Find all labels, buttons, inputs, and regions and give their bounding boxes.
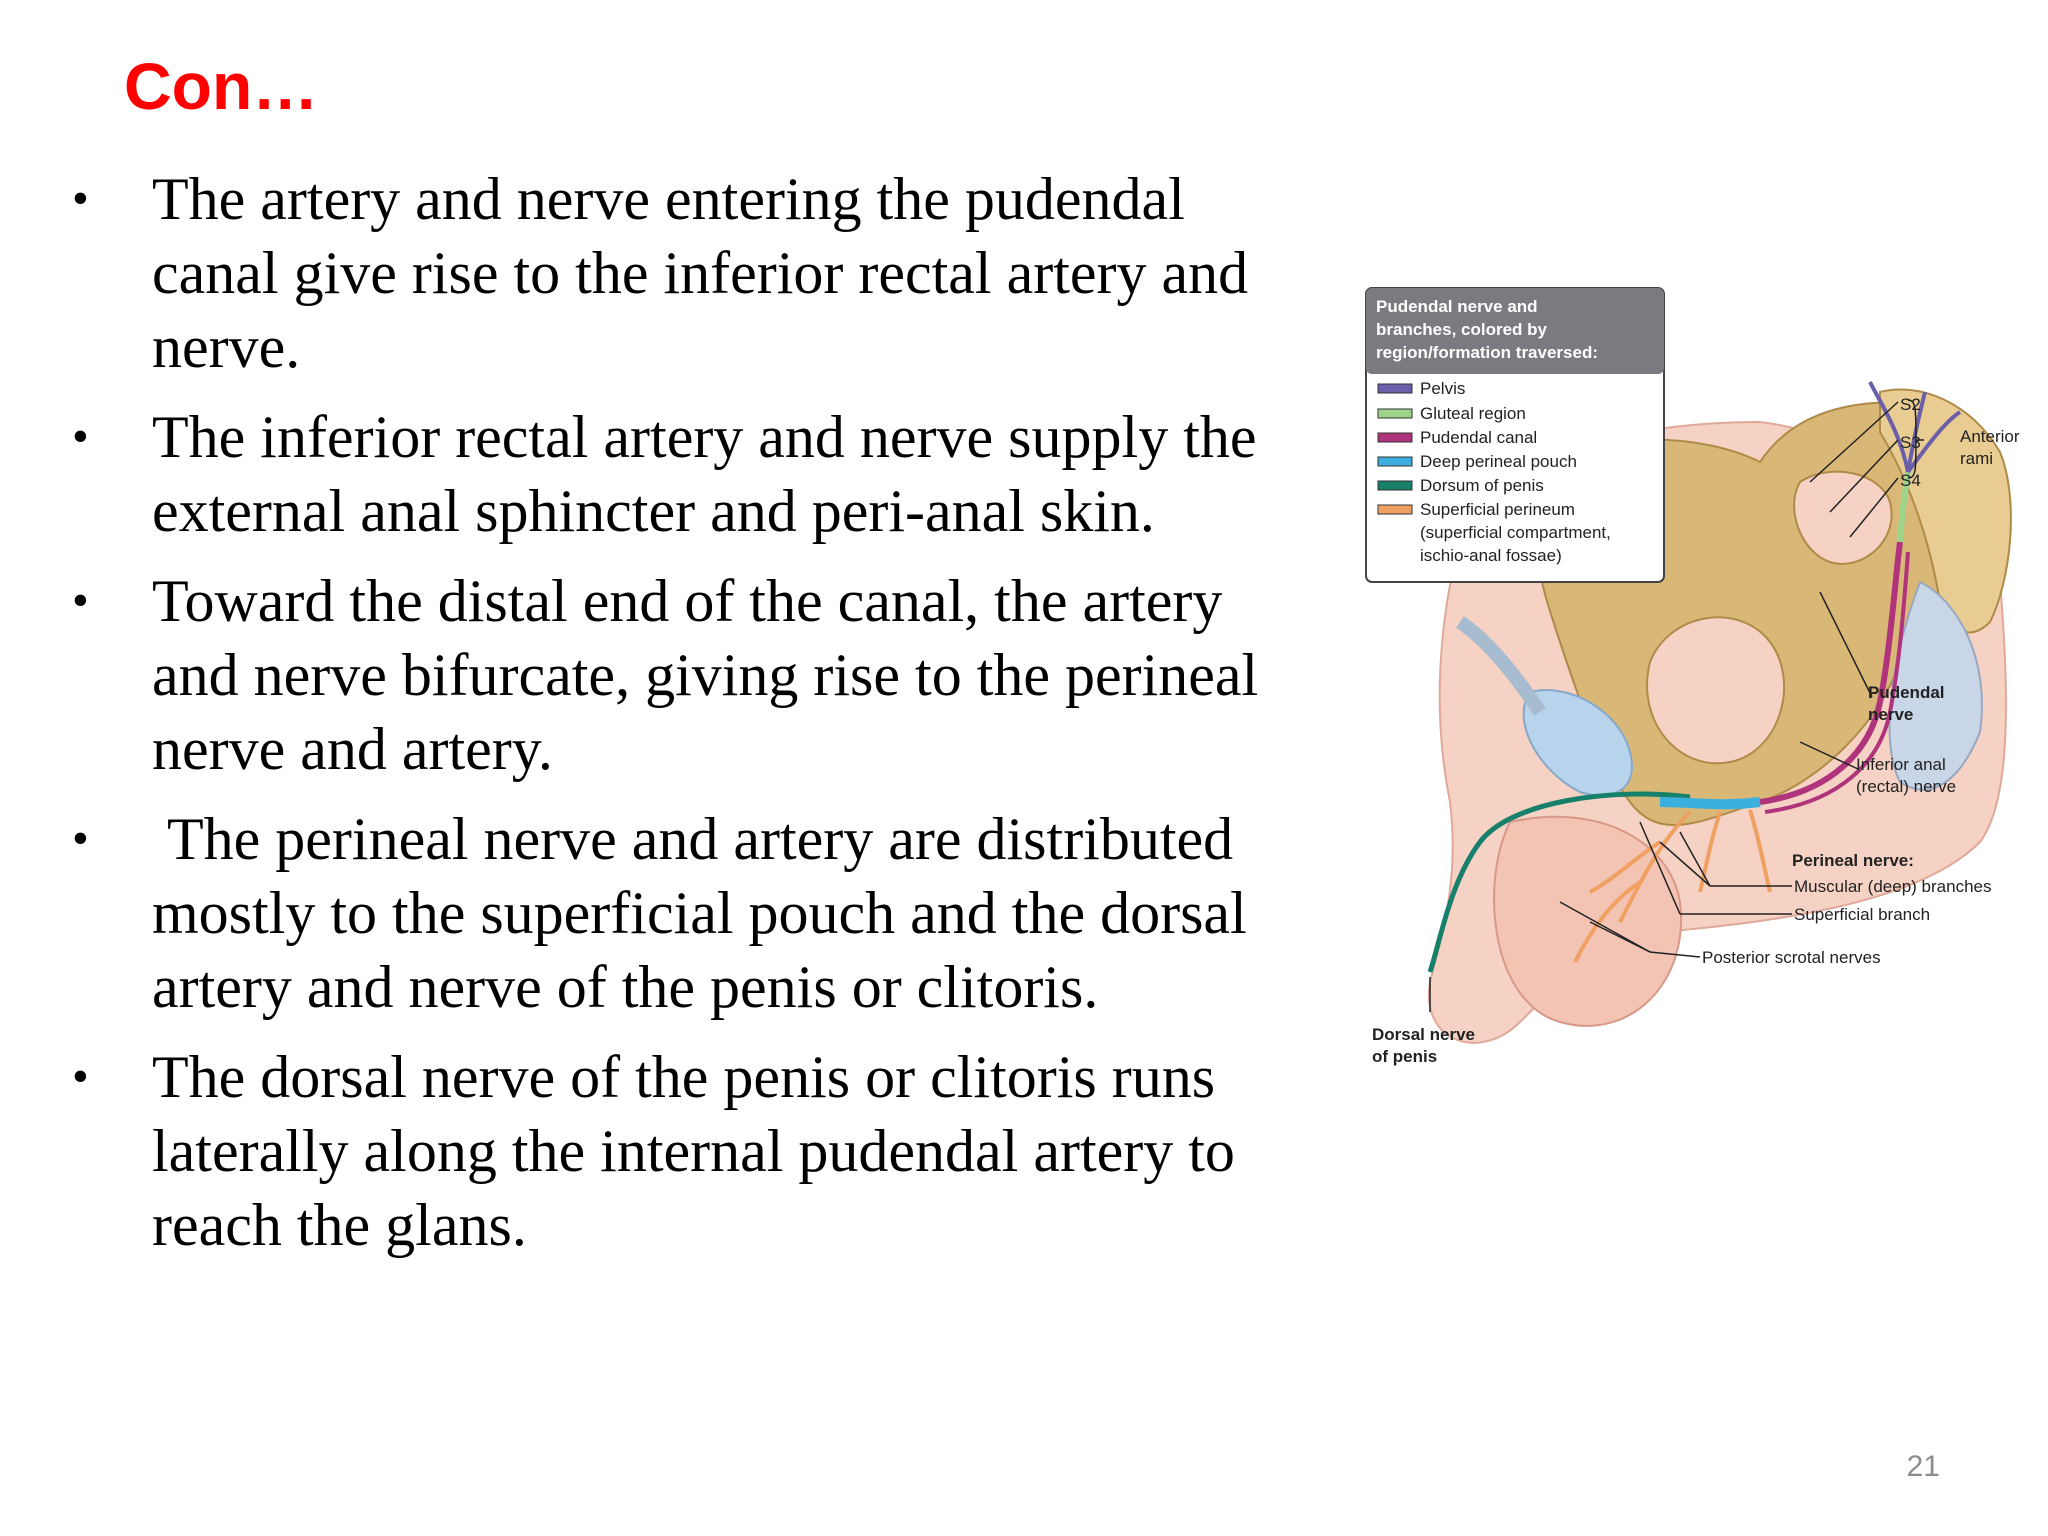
label-pudendal-nerve: nerve (1868, 705, 1914, 724)
anatomy-figure (1360, 282, 2040, 1082)
legend-swatch-superficial (1378, 505, 1412, 514)
label-dorsal-nerve: Dorsal nerve (1372, 1025, 1475, 1044)
bullet-item (66, 162, 1316, 384)
legend-label: Deep perineal pouch (1420, 452, 1577, 471)
obturator-foramen (1647, 617, 1784, 763)
label-s4: S4 (1900, 471, 1921, 490)
label-anterior-rami: rami (1960, 449, 1994, 468)
label-posterior-scrotal-nerves: Posterior scrotal nerves (1702, 948, 1881, 967)
legend-swatch-pudendal-canal (1378, 433, 1412, 442)
legend-box (1366, 288, 1664, 582)
legend-note-line: ischio-anal fossae) (1420, 546, 1562, 565)
legend-swatch-pelvis (1378, 384, 1412, 393)
legend-title-line: region/formation traversed: (1376, 343, 1598, 362)
bullet-text: The artery and nerve entering the pudendal canal give rise to the inferior rectal artery and nerve. (152, 166, 1249, 380)
label-superficial-branch: Superficial branch (1794, 905, 1931, 924)
legend-note-line: (superficial compartment, (1420, 523, 1611, 542)
legend-label: Superficial perineum (1420, 500, 1575, 519)
label-inferior-anal-nerve: (rectal) nerve (1856, 777, 1957, 796)
label-dorsal-nerve: of penis (1372, 1047, 1438, 1066)
label-inferior-anal-nerve: Inferior anal (1856, 755, 1946, 774)
legend-label: Pelvis (1420, 379, 1466, 398)
label-perineal-nerve: Perineal nerve: (1792, 851, 1914, 870)
label-anterior-rami: Anterior (1960, 427, 2020, 446)
bullet-text: Toward the distal end of the canal, the artery and nerve bifurcate, giving rise to the perineal nerve and artery. (152, 568, 1259, 782)
label-s2: S2 (1900, 395, 1921, 414)
legend-title-line: Pudendal nerve and (1376, 297, 1538, 316)
label-s3: S3 (1900, 433, 1921, 452)
label-muscular-branches: Muscular (deep) branches (1794, 877, 1992, 896)
label-pudendal-nerve: Pudendal (1868, 683, 1945, 702)
bullet-text: The inferior rectal artery and nerve supply the external anal sphincter and peri-anal skin. (152, 404, 1257, 544)
bullet-dot: • (72, 1050, 89, 1103)
bullet-dot: • (72, 812, 89, 865)
slide-title: Con… (124, 49, 319, 123)
legend-swatch-deep-pouch (1378, 457, 1412, 466)
bullet-text: The perineal nerve and artery are distributed mostly to the superficial pouch and the dorsal artery and nerve of the penis or clitoris. (152, 806, 1262, 1020)
pudendal-nerve-illustration (1360, 282, 2040, 1082)
legend-label: Pudendal canal (1420, 428, 1538, 447)
bullet-list (66, 162, 1316, 1278)
legend-label: Dorsum of penis (1420, 476, 1544, 495)
bullet-text: The dorsal nerve of the penis or clitoris runs laterally along the internal pudendal artery to reach the glans. (152, 1044, 1235, 1258)
bullet-item (66, 1040, 1316, 1262)
bullet-dot: • (72, 410, 89, 463)
bullet-dot: • (72, 574, 89, 627)
bullet-item (66, 564, 1316, 786)
legend-swatch-gluteal (1378, 409, 1412, 418)
legend-label: Gluteal region (1420, 404, 1526, 423)
bullet-item (66, 400, 1316, 548)
bullet-dot: • (72, 172, 89, 225)
page-number: 21 (1906, 1450, 1940, 1483)
deep-pouch-segment (1660, 802, 1760, 804)
bullet-item (66, 802, 1316, 1024)
legend-swatch-dorsum (1378, 481, 1412, 490)
legend-title-line: branches, colored by (1376, 320, 1547, 339)
